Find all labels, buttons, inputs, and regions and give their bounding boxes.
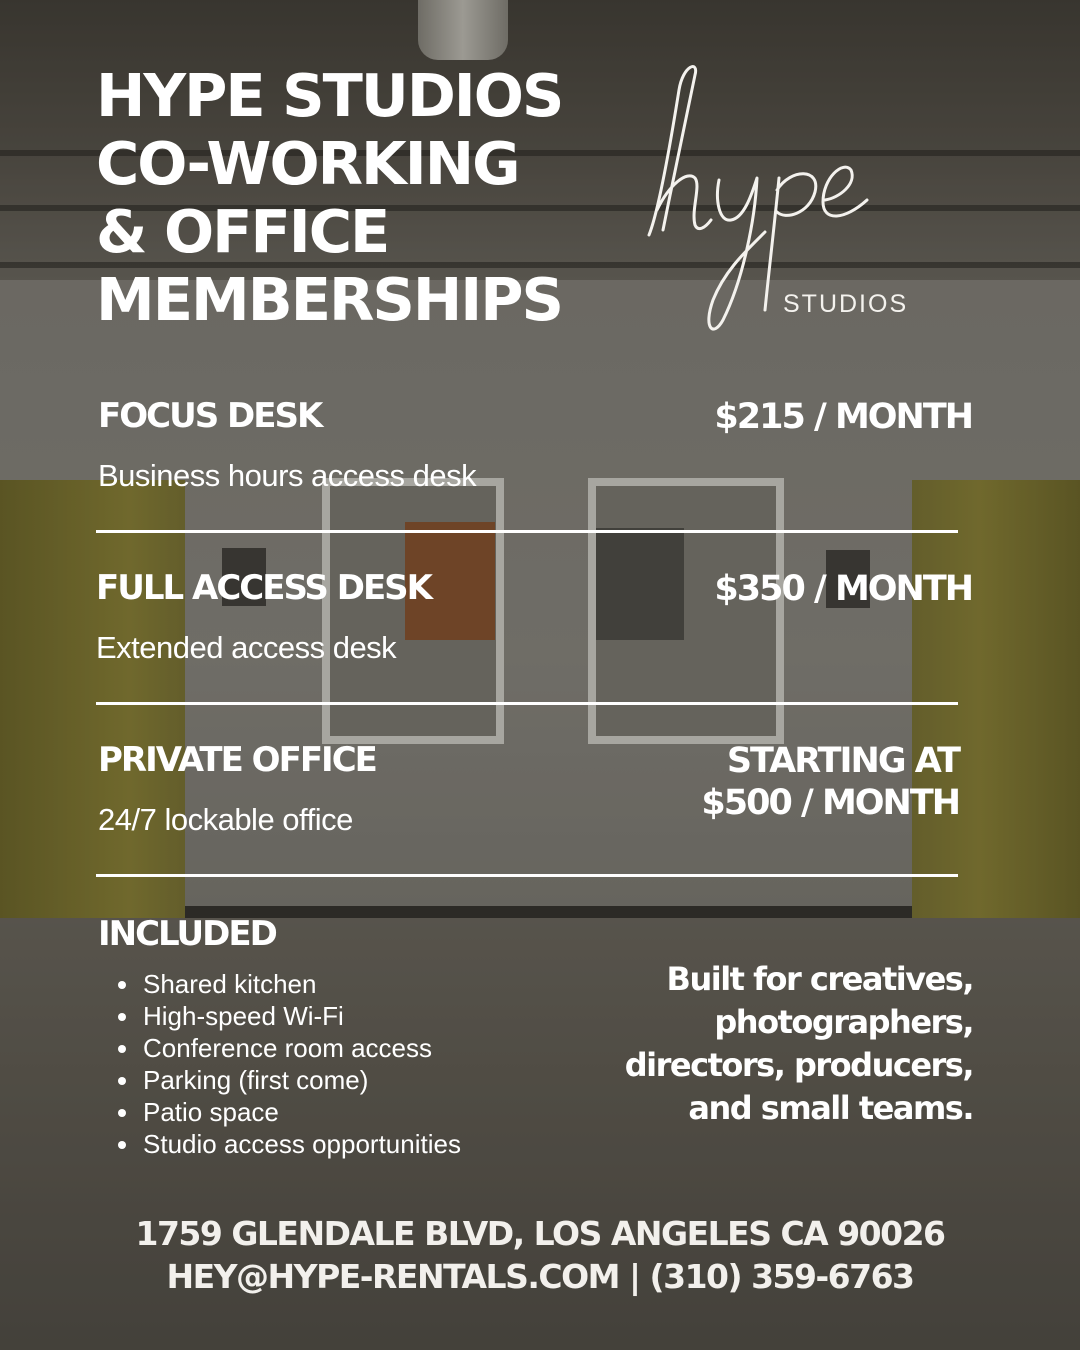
list-item: High-speed Wi-Fi — [112, 1000, 461, 1032]
list-item: Shared kitchen — [112, 968, 461, 1000]
plan-description-focus-desk: Business hours access desk — [98, 458, 477, 493]
tagline-line: Built for creatives, — [666, 960, 973, 998]
plan-name-private-office: PRIVATE OFFICE — [98, 740, 376, 780]
divider — [96, 702, 958, 705]
tagline-line: photographers, — [714, 1003, 973, 1041]
divider — [96, 874, 958, 877]
price-prefix: STARTING AT — [726, 741, 959, 781]
plan-name-full-access-desk: FULL ACCESS DESK — [96, 568, 432, 608]
email-phone: HEY@HYPE-RENTALS.COM | (310) 359-6763 — [166, 1257, 914, 1296]
list-item: Parking (first come) — [112, 1064, 461, 1096]
hype-studios-logo — [635, 60, 955, 340]
address: 1759 GLENDALE BLVD, LOS ANGELES CA 90026 — [135, 1214, 945, 1253]
title-line: HYPE STUDIOS — [96, 61, 563, 130]
tagline — [553, 958, 973, 1130]
plan-name-focus-desk: FOCUS DESK — [98, 396, 322, 436]
title-line: MEMBERSHIPS — [96, 265, 562, 334]
plan-price-full-access-desk: $350 / MONTH — [714, 569, 972, 609]
included-heading: INCLUDED — [98, 914, 276, 954]
plan-price-private-office — [701, 740, 959, 824]
tagline-line: and small teams. — [688, 1089, 973, 1127]
included-list — [112, 968, 461, 1160]
plan-price-focus-desk: $215 / MONTH — [714, 397, 972, 437]
logo-wordmark: STUDIOS — [783, 290, 909, 318]
plan-description-private-office: 24/7 lockable office — [98, 802, 353, 837]
list-item: Conference room access — [112, 1032, 461, 1064]
title-line: & OFFICE — [96, 197, 389, 266]
divider — [96, 530, 958, 533]
list-item: Studio access opportunities — [112, 1128, 461, 1160]
list-item: Patio space — [112, 1096, 461, 1128]
tagline-line: directors, producers, — [624, 1046, 973, 1084]
plan-description-full-access-desk: Extended access desk — [96, 630, 397, 665]
price-amount: $500 / MONTH — [701, 783, 959, 823]
page-title — [96, 62, 562, 334]
title-line: CO-WORKING — [96, 129, 519, 198]
